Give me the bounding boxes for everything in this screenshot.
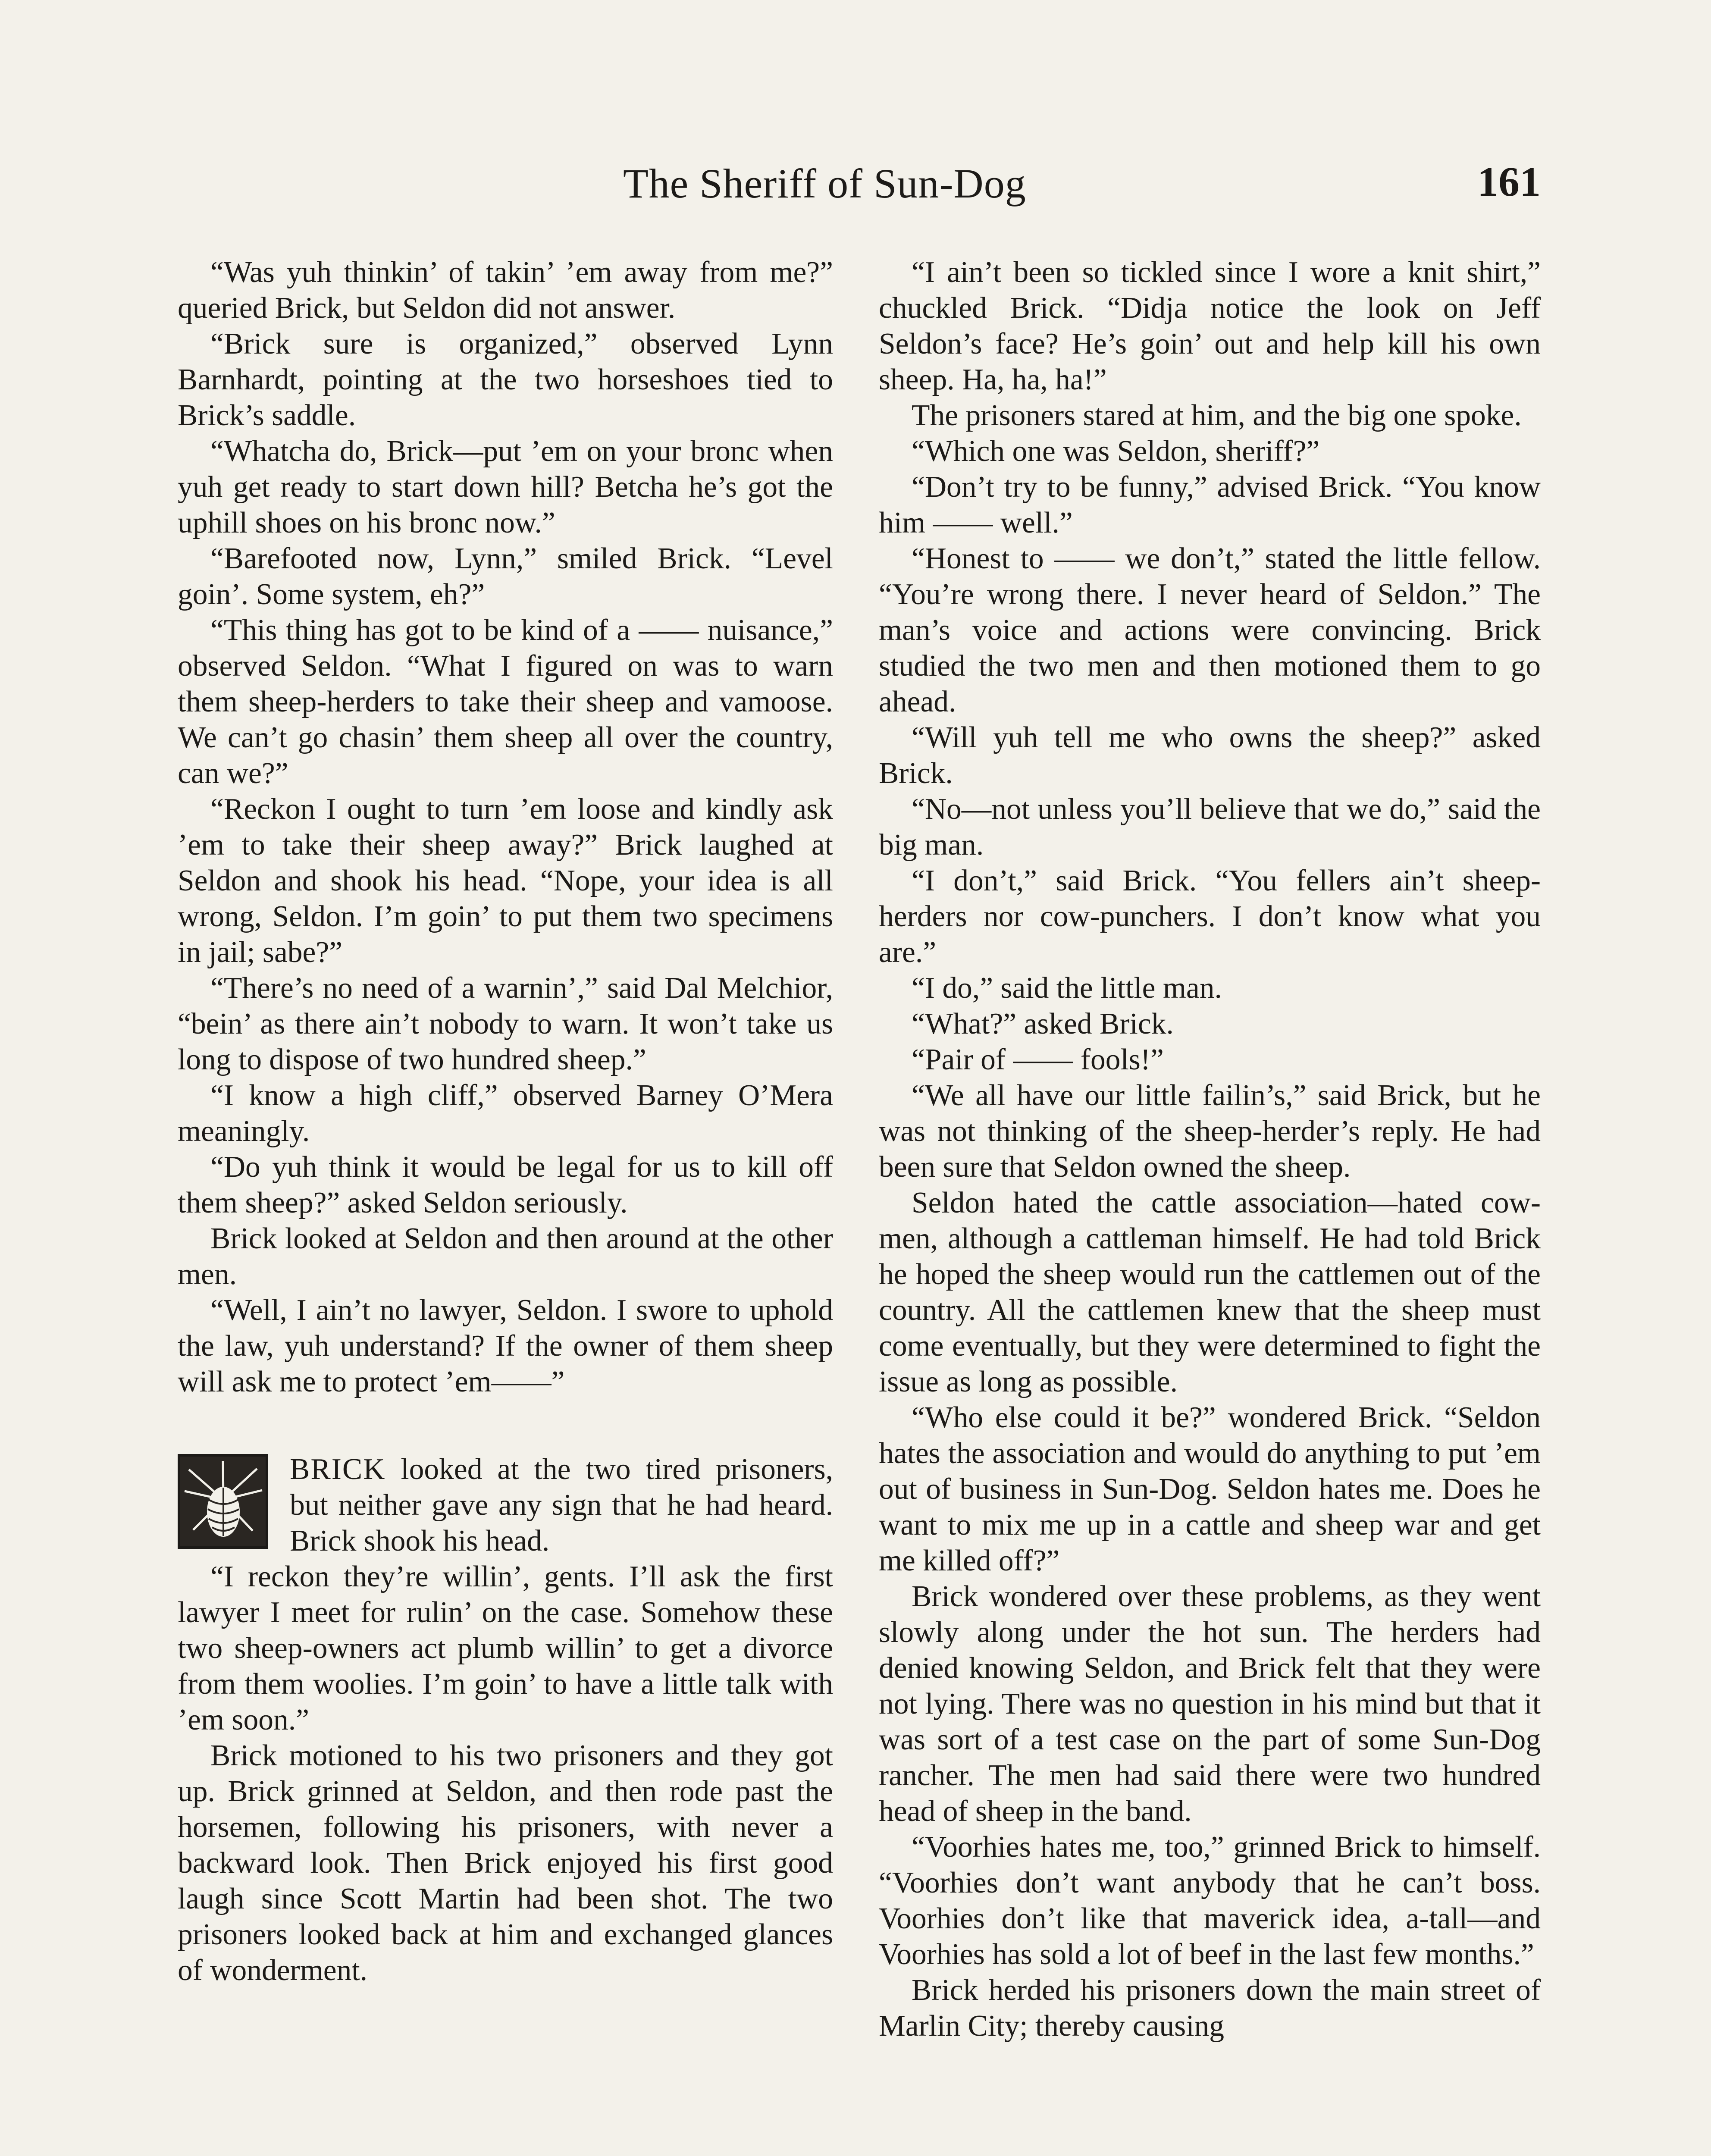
paragraph: “Was yuh thinkin’ of takin’ ’em away from me?” queried Brick, but Seldon did not answer.: [178, 256, 833, 325]
paragraph: “I do,” said the little man.: [912, 971, 1222, 1005]
section-first-text: looked at the two tired prisoners, but neither gave any sign that he had heard. Brick shook his head.: [290, 1453, 833, 1557]
paragraph: “Brick sure is organized,” observed Lynn Barnhardt, pointing at the two horseshoes tied to Brick’s saddle.: [178, 327, 833, 432]
paragraph: “Honest to —— we don’t,” stated the little fellow. “You’re wrong there. I never heard of Seldon.” The man’s voice and actions were convincing. Brick studied the two men and then motioned them to go ahead.: [879, 542, 1541, 718]
paragraph: Brick herded his prisoners down the main street of Marlin City; thereby causing: [879, 1974, 1541, 2043]
section-break: [178, 1451, 833, 1988]
section-first-paragraph: [178, 1451, 833, 1559]
running-title: The Sheriff of Sun-Dog: [623, 160, 1026, 207]
paragraph: “This thing has got to be kind of a —— nuisance,” observed Seldon. “What I figured on was to warn them sheep-herders to take their sheep and vamoose. We can’t go chasin’ them sheep all over the country, can we?”: [178, 614, 833, 790]
paragraph: “Who else could it be?” wondered Brick. “Seldon hates the association and would do anything to put ’em out of business in Sun-Dog. Seldon hates me. Does he want to mix me up in a cattle and sheep war and get me killed off?”: [879, 1401, 1541, 1577]
paragraph: “I don’t,” said Brick. “You fellers ain’t sheep-herders nor cow-punchers. I don’t know what you are.”: [879, 864, 1541, 969]
section-lead-word: BRICK: [290, 1453, 386, 1486]
paragraph: “Voorhies hates me, too,” grinned Brick to himself. “Voorhies don’t want anybody that he can’t boss. Voorhies don’t like that maverick idea, a-tall—and Voorhies has sold a lot of beef in the last few months.”: [879, 1830, 1541, 1971]
paragraph: “I know a high cliff,” observed Barney O’Mera meaningly.: [178, 1079, 833, 1148]
paragraph: “Do yuh think it would be legal for us to kill off them sheep?” asked Seldon seriously.: [178, 1150, 833, 1219]
paragraph: The prisoners stared at him, and the big one spoke.: [912, 399, 1522, 432]
paragraph: Seldon hated the cattle association—hated cow-men, although a cattleman himself. He had told Brick he hoped the sheep would run the cattlemen out of the country. All the cattlemen knew that the sheep must come eventually, but they were determined to fight the issue as long as possible.: [879, 1186, 1541, 1398]
left-column: [178, 254, 833, 1988]
paragraph: “What?” asked Brick.: [912, 1007, 1174, 1040]
paragraph: Brick motioned to his two prisoners and they got up. Brick grinned at Seldon, and then rode past the horsemen, following his prisoners, with never a backward look. Then Brick enjoyed his first good laugh since Scott Martin had been shot. The two prisoners looked back at him and exchanged glances of wonderment.: [178, 1739, 833, 1987]
paragraph: “Reckon I ought to turn ’em loose and kindly ask ’em to take their sheep away?” Brick laughed at Seldon and shook his head. “Nope, your idea is all wrong, Seldon. I’m goin’ to put them two specimens in jail; sabe?”: [178, 793, 833, 969]
paragraph: “Pair of —— fools!”: [912, 1043, 1164, 1076]
paragraph: “Barefooted now, Lynn,” smiled Brick. “Level goin’. Some system, eh?”: [178, 542, 833, 611]
paragraph: “I ain’t been so tickled since I wore a knit shirt,” chuckled Brick. “Didja notice the look on Jeff Seldon’s face? He’s goin’ out and help kill his own sheep. Ha, ha, ha!”: [879, 256, 1541, 396]
paragraph: “Will yuh tell me who owns the sheep?” asked Brick.: [879, 721, 1541, 790]
pine-cone-icon: [180, 1457, 266, 1546]
decorative-ornament-icon: [178, 1454, 268, 1549]
paragraph: “Well, I ain’t no lawyer, Seldon. I swore to uphold the law, yuh understand? If the owner of them sheep will ask me to protect ’em——”: [178, 1294, 833, 1398]
paragraph: “We all have our little failin’s,” said Brick, but he was not thinking of the sheep-herder’s reply. He had been sure that Seldon owned the sheep.: [879, 1079, 1541, 1184]
paragraph: “I reckon they’re willin’, gents. I’ll ask the first lawyer I meet for rulin’ on the case. Somehow these two sheep-owners act plumb willin’ to get a divorce from them woolies. I’m goin’ to have a little talk with ’em soon.”: [178, 1560, 833, 1736]
paragraph: Brick wondered over these problems, as they went slowly along under the hot sun. The herders had denied knowing Seldon, and Brick felt that they were not lying. There was no question in his mind but that it was sort of a test case on the part of some Sun-Dog rancher. The men had said there were two hundred head of sheep in the band.: [879, 1580, 1541, 1828]
paragraph: Brick looked at Seldon and then around at the other men.: [178, 1222, 833, 1291]
paragraph: “Whatcha do, Brick—put ’em on your bronc when yuh get ready to start down hill? Betcha he’s got the uphill shoes on his bronc now.”: [178, 435, 833, 539]
paragraph: “Don’t try to be funny,” advised Brick. “You know him —— well.”: [879, 470, 1541, 539]
paragraph: “Which one was Seldon, sheriff?”: [912, 435, 1320, 468]
paragraph: “No—not unless you’ll believe that we do,” said the big man.: [879, 793, 1541, 862]
paragraph: “There’s no need of a warnin’,” said Dal Melchior, “bein’ as there ain’t nobody to warn. It won’t take us long to dispose of two hundred sheep.”: [178, 971, 833, 1076]
right-column: [879, 254, 1541, 2044]
page-number: 161: [1477, 159, 1541, 205]
